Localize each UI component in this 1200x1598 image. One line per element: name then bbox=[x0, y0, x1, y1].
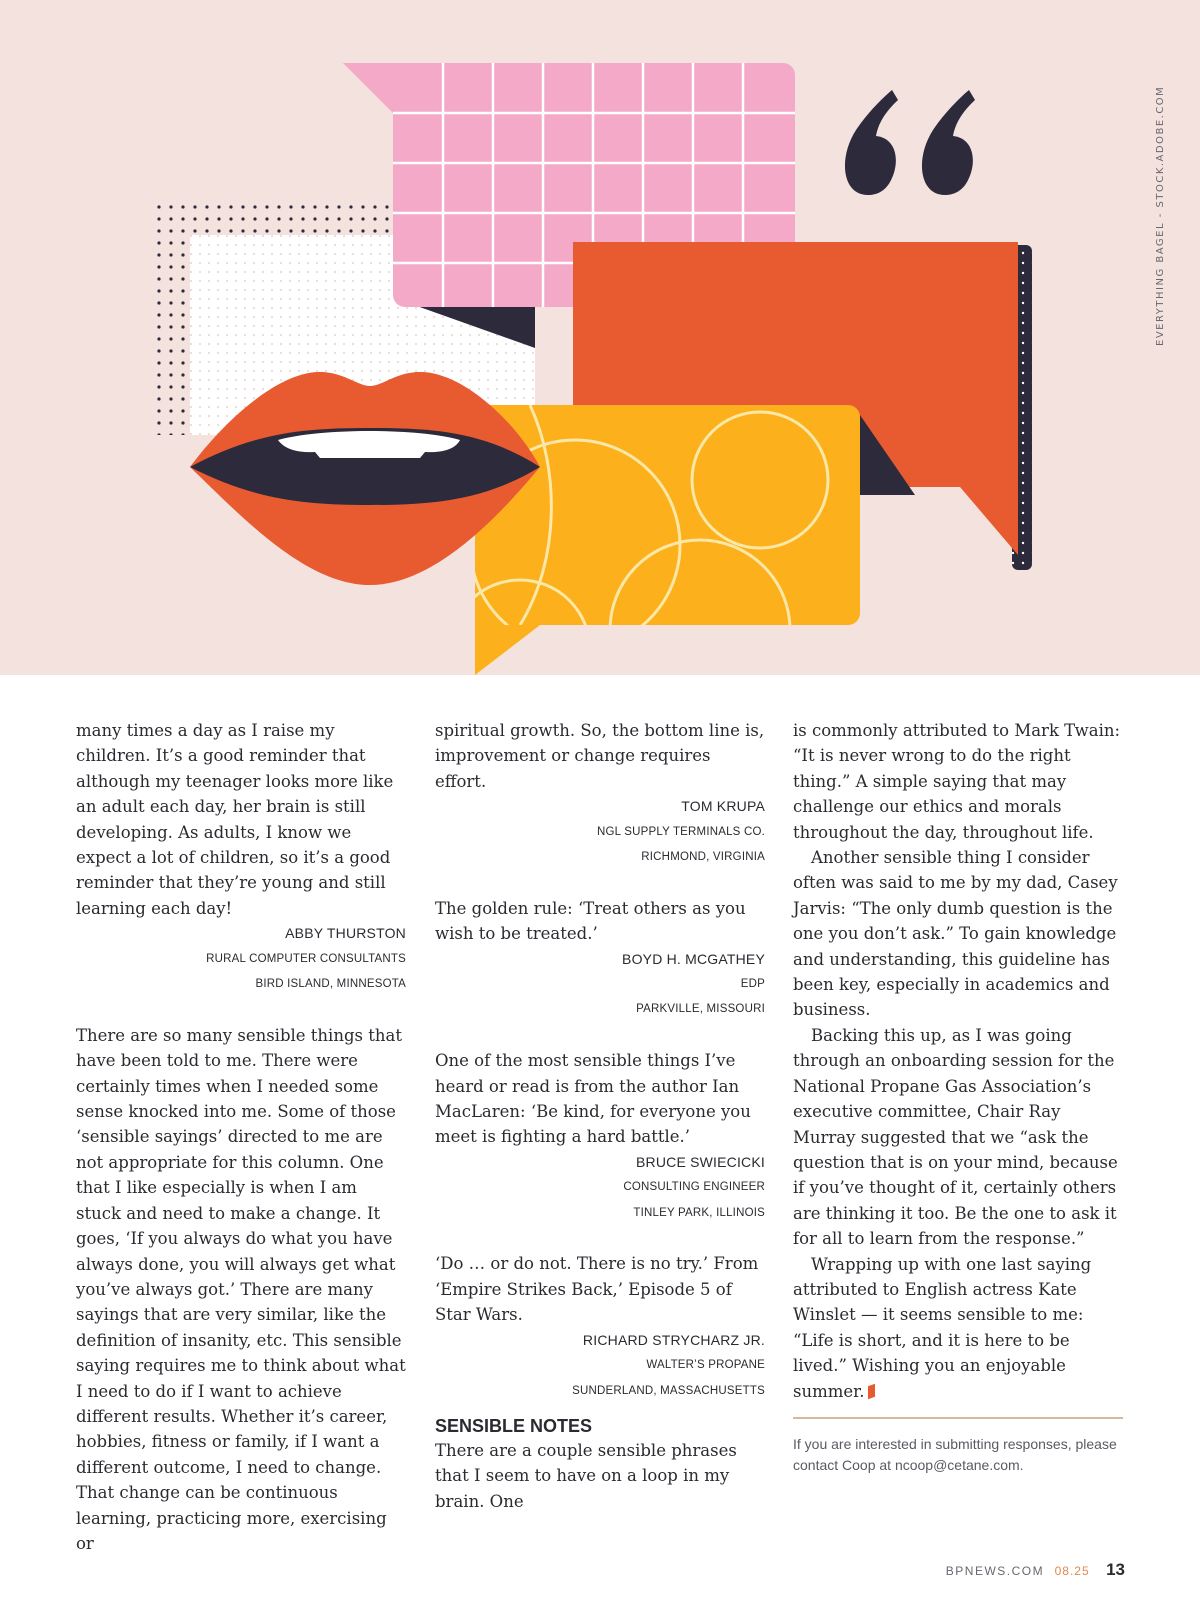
author-company: EDP bbox=[740, 978, 765, 991]
signature-block bbox=[435, 1150, 765, 1226]
author-name: TOM KRUPA bbox=[681, 798, 765, 815]
closing-paragraph bbox=[793, 1252, 1123, 1404]
author-company: NGL SUPPLY TERMINALS CO. bbox=[597, 825, 765, 838]
body-paragraph: Another sensible thing I consider often was said to me by my dad, Casey Jarvis: “The only dumb question is the one you don’t ask.” To gain knowledge and understanding, this guideline has been key, especially in academics and business. bbox=[793, 848, 1118, 1020]
quote-mark-icon bbox=[845, 90, 975, 195]
article-column-1 bbox=[76, 718, 406, 1556]
footer-date: 08.25 bbox=[1054, 1564, 1090, 1578]
body-paragraph: The golden rule: ‘Treat others as you wish to be treated.’ bbox=[435, 898, 746, 944]
body-paragraph: Backing this up, as I was going through an onboarding session for the National Propane Gas Association’s executive committee, Chair Ray Murray suggested that we “ask the question that is on your mind, because if you’ve thought of it, certainly others are thinking it too. Be the one to ask it for all to learn from the response.” bbox=[793, 1025, 1118, 1249]
author-name: BRUCE SWIECICKI bbox=[635, 1153, 765, 1170]
author-name: BOYD H. MCGATHEY bbox=[622, 950, 765, 967]
author-location: RICHMOND, VIRGINIA bbox=[641, 851, 765, 864]
signature-block bbox=[435, 947, 765, 1023]
footer-site: BPNEWS.COM bbox=[945, 1564, 1045, 1578]
author-location: BIRD ISLAND, MINNESOTA bbox=[255, 978, 406, 991]
author-company: WALTER’S PROPANE bbox=[646, 1359, 765, 1372]
author-location: SUNDERLAND, MASSACHUSETTS bbox=[572, 1384, 765, 1397]
page-footer bbox=[946, 1560, 1125, 1580]
contact-divider bbox=[793, 1417, 1123, 1419]
article-column-2 bbox=[435, 718, 765, 1514]
closing-text: Wrapping up with one last saying attributed to English actress Kate Winslet — it seems sensible to me: “Life is short, and it is here to be lived.” Wishing you an enjoyable summer. bbox=[793, 1254, 1092, 1401]
author-location: TINLEY PARK, ILLINOIS bbox=[633, 1206, 765, 1219]
photo-credit: EVERYTHING BAGEL - STOCK.ADOBE.COM bbox=[1155, 85, 1166, 346]
author-name: ABBY THURSTON bbox=[285, 925, 406, 942]
speech-bubbles-illustration bbox=[0, 0, 1200, 675]
author-name: RICHARD STRYCHARZ JR. bbox=[582, 1331, 765, 1348]
body-paragraph: There are so many sensible things that have been told to me. There were certainly times when I needed some sense knocked into me. Some of those ‘sensible sayings’ directed to me are not appropriate for this column. One that I like especially is when I am stuck and need to make a change. It goes, ‘If you always do what you have always done, you will always get what you’ve always got.’ There are many sayings that are very similar, like the definition of insanity, etc. This sensible saying requires me to think about what I need to do if I want to achieve different results. Whether it’s career, hobbies, fitness or family, if I want a different outcome, I need to change. That change can be continuous learning, practicing more, exercising or bbox=[76, 1025, 406, 1553]
author-company: RURAL COMPUTER CONSULTANTS bbox=[206, 952, 406, 965]
signature-block bbox=[435, 794, 765, 870]
signature-block bbox=[435, 1328, 765, 1404]
signature-block bbox=[76, 921, 406, 997]
contact-note: If you are interested in submitting responses, please contact Coop at ncoop@cetane.com. bbox=[793, 1436, 1117, 1473]
hero-illustration bbox=[0, 0, 1200, 675]
section-subhead: SENSIBLE NOTES bbox=[435, 1415, 593, 1436]
page-number: 13 bbox=[1106, 1560, 1125, 1579]
body-paragraph: ‘Do … or do not. There is no try.’ From ‘Empire Strikes Back,’ Episode 5 of Star Wars. bbox=[435, 1254, 759, 1325]
body-paragraph: is commonly attributed to Mark Twain: “It is never wrong to do the right thing.” A simple saying that may challenge our ethics and morals throughout the day, throughout life. bbox=[793, 721, 1121, 842]
author-company: CONSULTING ENGINEER bbox=[623, 1181, 765, 1194]
body-paragraph: many times a day as I raise my children. It’s a good reminder that although my teenager looks more like an adult each day, her brain is still developing. As adults, I know we expect a lot of children, so it’s a good reminder that they’re young and still learning each day! bbox=[76, 721, 394, 918]
author-location: PARKVILLE, MISSOURI bbox=[636, 1003, 765, 1016]
body-paragraph: One of the most sensible things I’ve heard or read is from the author Ian MacLaren: ‘Be kind, for everyone you meet is fighting a hard battle.’ bbox=[435, 1051, 751, 1147]
article-column-3 bbox=[793, 718, 1123, 1404]
end-mark-icon bbox=[868, 1383, 875, 1399]
body-paragraph: There are a couple sensible phrases that I seem to have on a loop in my brain. One bbox=[435, 1440, 737, 1511]
body-paragraph: spiritual growth. So, the bottom line is, improvement or change requires effort. bbox=[435, 721, 765, 791]
